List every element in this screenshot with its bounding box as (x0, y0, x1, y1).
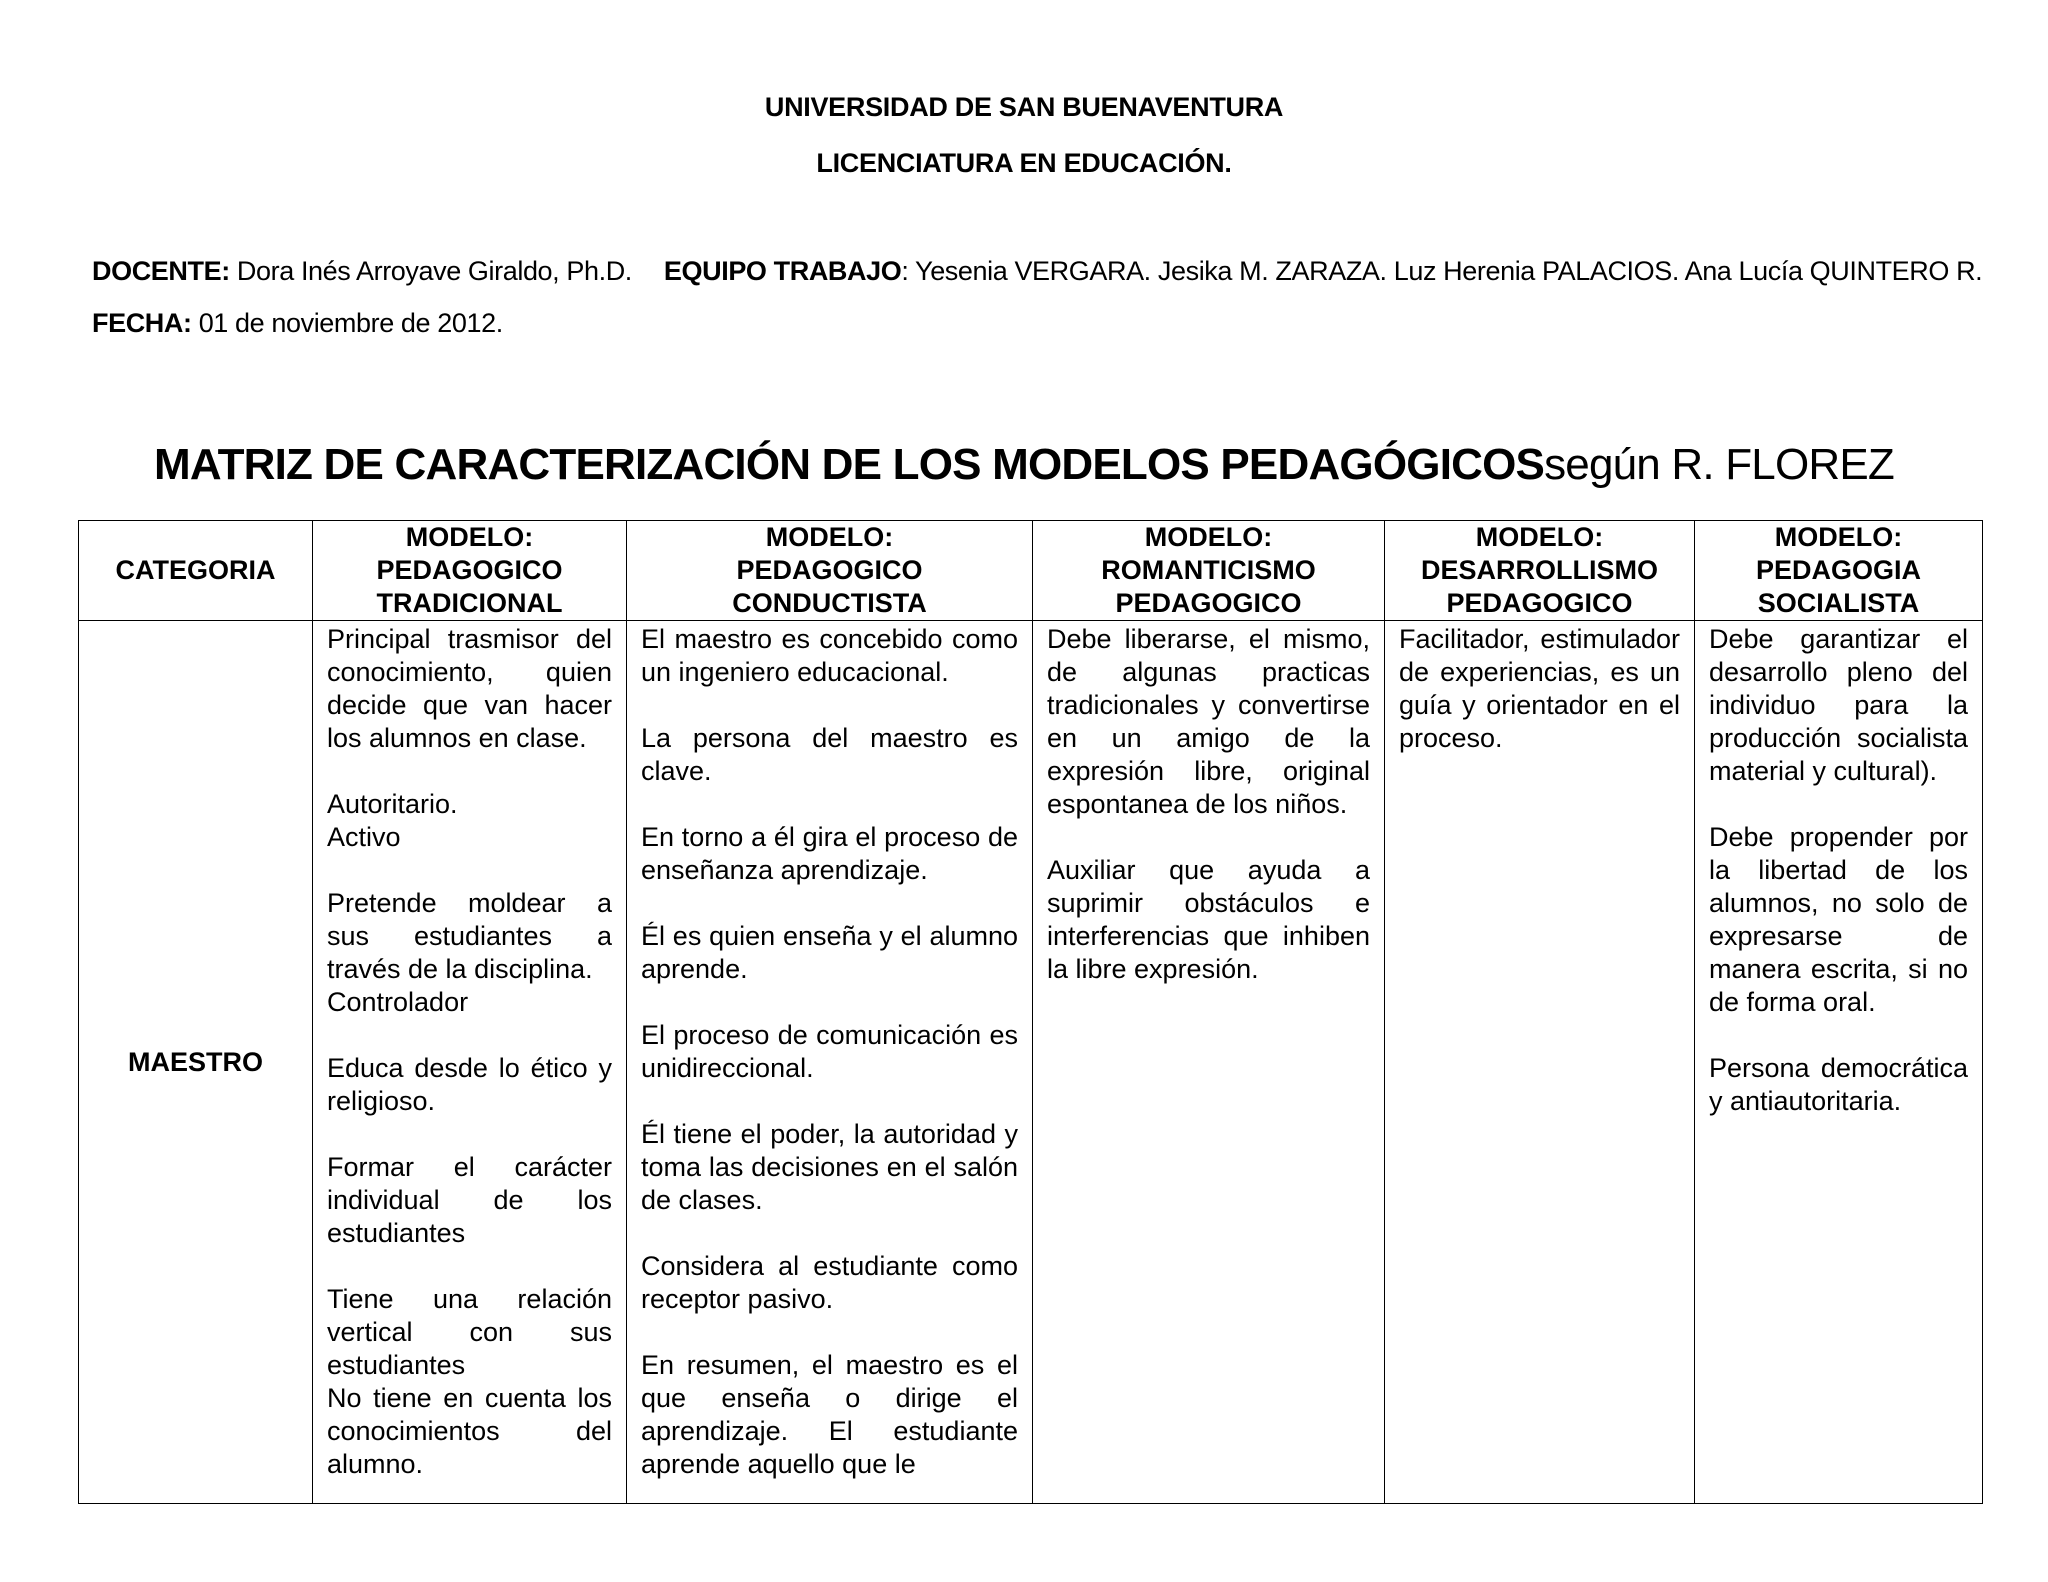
header-socialista (1695, 521, 1983, 621)
category-maestro: MAESTRO (79, 621, 313, 1504)
fecha-label: FECHA: (92, 308, 192, 338)
header-line: MODELO: (1144, 522, 1273, 552)
cell-socialista (1695, 621, 1983, 1504)
conductista-paragraph: Él es quien enseña y el alumno aprende. (641, 921, 1018, 984)
matrix-title-bold: MATRIZ DE CARACTERIZACIÓN DE LOS MODELOS PEDAGÓGICOS (154, 440, 1545, 489)
matrix-title-regular: según R. FLOREZ (1544, 440, 1894, 489)
header-line: DESARROLLISMO (1420, 555, 1658, 585)
fecha-line (92, 308, 503, 339)
header-line: PEDAGOGICO (1446, 588, 1633, 618)
header-line: MODELO: (765, 522, 894, 552)
tradicional-paragraph: Formar el carácter individual de los estudiantes (327, 1152, 612, 1248)
header-row (79, 521, 1983, 621)
conductista-paragraph: El maestro es concebido como un ingeniero educacional. (641, 624, 1018, 687)
conductista-paragraph: En torno a él gira el proceso de enseñanza aprendizaje. (641, 822, 1018, 885)
header-line: ROMANTICISMO (1101, 555, 1316, 585)
cell-romanticismo (1033, 621, 1385, 1504)
docente-value: Dora Inés Arroyave Giraldo, Ph.D. (236, 256, 632, 286)
romanticismo-paragraph: Auxiliar que ayuda a suprimir obstáculos e interferencias que inhiben la libre expresión. (1047, 855, 1370, 984)
header-categoria (79, 521, 313, 621)
header-desarrollismo (1385, 521, 1695, 621)
header-conductista (627, 521, 1033, 621)
desarrollismo-paragraph: Facilitador, estimulador de experiencias, es un guía y orientador en el proceso. (1399, 624, 1680, 753)
tradicional-paragraph: Autoritario. (327, 789, 458, 819)
socialista-paragraph: Persona democrática y antiautoritaria. (1709, 1053, 1968, 1116)
conductista-paragraph: El proceso de comunicación es unidireccional. (641, 1020, 1018, 1083)
socialista-paragraph: Debe garantizar el desarrollo pleno del individuo para la producción socialista material y cultural). (1709, 624, 1968, 786)
tradicional-paragraph: Educa desde lo ético y religioso. (327, 1053, 612, 1116)
fecha-value: 01 de noviembre de 2012. (191, 308, 503, 338)
university-name: UNIVERSIDAD DE SAN BUENAVENTURA (764, 92, 1284, 122)
header-line: MODELO: (1774, 522, 1903, 552)
tradicional-paragraph: No tiene en cuenta los conocimientos del alumno. (327, 1383, 612, 1479)
header-line: MODELO: (1475, 522, 1604, 552)
romanticismo-paragraph: Debe liberarse, el mismo, de algunas practicas tradicionales y convertirse en un amigo de la expresión libre, original espontanea de los niños. (1047, 624, 1370, 819)
header-line: TRADICIONAL (376, 588, 563, 618)
tradicional-paragraph: Tiene una relación vertical con sus estudiantes (327, 1284, 612, 1380)
header-romanticismo (1033, 521, 1385, 621)
tradicional-paragraph: Pretende moldear a sus estudiantes a través de la disciplina. (327, 888, 612, 984)
maestro-row (79, 621, 1983, 1504)
program-name: LICENCIATURA EN EDUCACIÓN. (816, 148, 1232, 178)
tradicional-paragraph: Activo (327, 822, 401, 852)
header-line: SOCIALISTA (1757, 588, 1920, 618)
header-line: PEDAGOGICO (736, 555, 923, 585)
tradicional-paragraph: Controlador (327, 987, 469, 1017)
cell-conductista (627, 621, 1033, 1504)
header-line: MODELO: (405, 522, 534, 552)
conductista-paragraph: Considera al estudiante como receptor pasivo. (641, 1251, 1018, 1314)
header-line: PEDAGOGICO (376, 555, 563, 585)
docente-label: DOCENTE: (92, 256, 230, 286)
cell-desarrollismo (1385, 621, 1695, 1504)
header-line: CONDUCTISTA (732, 588, 927, 618)
header-line: CATEGORIA (115, 555, 276, 585)
header-tradicional (313, 521, 627, 621)
characterization-matrix (78, 520, 1983, 1504)
conductista-paragraph: La persona del maestro es clave. (641, 723, 1018, 786)
conductista-paragraph: Él tiene el poder, la autoridad y toma las decisiones en el salón de clases. (641, 1119, 1018, 1215)
socialista-paragraph: Debe propender por la libertad de los alumnos, no solo de expresarse de manera escrita, si no de forma oral. (1709, 822, 1968, 1017)
matrix-title (0, 440, 2048, 490)
tradicional-paragraph: Principal trasmisor del conocimiento, quien decide que van hacer los alumnos en clase. (327, 624, 612, 753)
conductista-paragraph: En resumen, el maestro es el que enseña o dirige el aprendizaje. El estudiante aprende aquello que le (641, 1350, 1018, 1479)
header-line: PEDAGOGICO (1115, 588, 1302, 618)
cell-tradicional (313, 621, 627, 1504)
docente-line (92, 256, 1982, 287)
equipo-label: EQUIPO TRABAJO (663, 256, 902, 286)
header-line: PEDAGOGIA (1755, 555, 1922, 585)
equipo-value: : Yesenia VERGARA. Jesika M. ZARAZA. Luz Herenia PALACIOS. Ana Lucía QUINTERO R. (901, 256, 1983, 286)
